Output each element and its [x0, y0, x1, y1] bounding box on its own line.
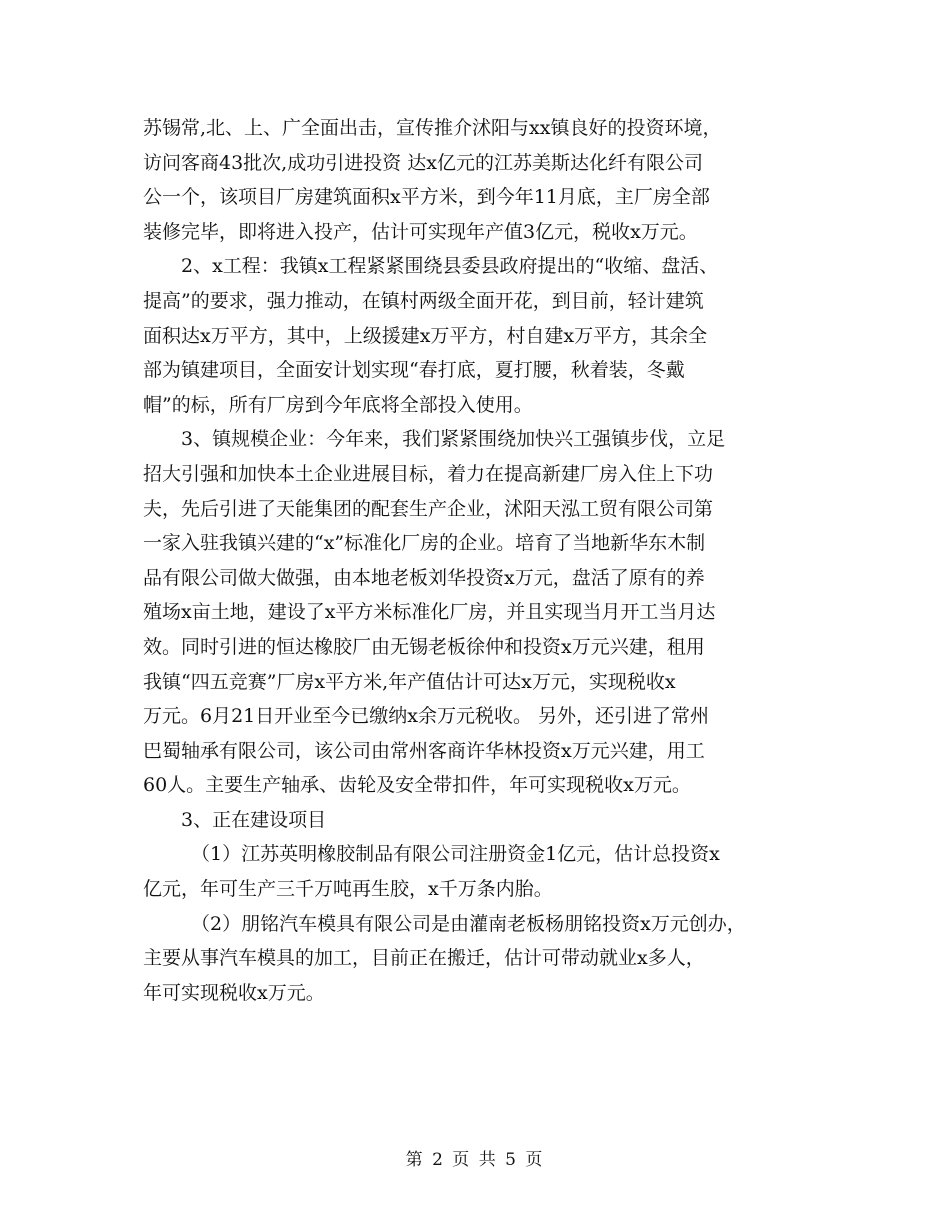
text-line: 提高”的要求，强力推动，在镇村两级全面开花，到目前，轻计建筑: [143, 289, 704, 312]
text-line: 招大引强和加快本土企业进展目标，着力在提高新建厂房入住上下功: [143, 462, 714, 485]
text-line: 我镇“四五竞赛”厂房x平方米,年产值估计可达x万元，实现税收x: [143, 670, 676, 693]
text-line: 效。同时引进的恒达橡胶厂由无锡老板徐仲和投资x万元兴建，租用: [143, 635, 705, 658]
text-line: 部为镇建项目，全面安计划实现“春打底，夏打腰，秋着装，冬戴: [143, 359, 685, 382]
text-line: 万元。6月21日开业至今已缴纳x余万元税收。 另外，还引进了常州: [143, 705, 710, 728]
text-line: 帽”的标，所有厂房到今年底将全部投入使用。: [143, 393, 533, 416]
text-line: 装修完毕，即将进入投产，估计可实现年产值3亿元，税收x万元。: [143, 220, 698, 243]
paragraph-scale-enterprise-start: 3、镇规模企业：今年来，我们紧紧围绕加快兴工强镇步伐，立足: [181, 428, 726, 451]
text-line: 60人。主要生产轴承、齿轮及安全带扣件，年可实现税收x万元。: [143, 774, 691, 797]
text-line: 夫，先后引进了天能集团的配套生产企业，沭阳天泓工贸有限公司第: [143, 497, 714, 520]
project-item-2-start: （2）朋铭汽车模具有限公司是由灌南老板杨朋铭投资x万元创办，: [191, 912, 746, 935]
text-line: 苏锡常,北、上、广全面出击，宣传推介沭阳与xx镇良好的投资环境，: [143, 117, 722, 139]
paragraph-x-project-start: 2、x工程：我镇x工程紧紧围绕县委县政府提出的“收缩、盘活、: [181, 255, 719, 278]
page-number: 第 2 页 共 5 页: [405, 1150, 545, 1170]
text-line: 品有限公司做大做强，由本地老板刘华投资x万元，盘活了原有的养: [143, 566, 705, 589]
project-item-1-start: （1）江苏英明橡胶制品有限公司注册资金1亿元，估计总投资x: [191, 843, 720, 866]
text-line: 殖场x亩土地，建设了x平方米标准化厂房，并且实现当月开工当月达: [143, 601, 716, 624]
document-body: [143, 111, 833, 1010]
text-line: 年可实现税收x万元。: [143, 981, 325, 1004]
text-line: 主要从事汽车模具的加工，目前正在搬迁，估计可带动就业x多人，: [143, 947, 705, 970]
text-line: 亿元，年可生产三千万吨再生胶，x千万条内胎。: [143, 878, 553, 901]
text-line: 巴蜀轴承有限公司，该公司由常州客商许华林投资x万元兴建，用工: [143, 739, 705, 762]
text-line: 一家入驻我镇兴建的“x”标准化厂房的企业。培育了当地新华东木制: [143, 532, 706, 555]
text-line: 公一个，该项目厂房建筑面积x平方米，到今年11月底，主厂房全部: [143, 186, 710, 209]
text-line: 访问客商43批次,成功引进投资 达x亿元的江苏美斯达化纤有限公司: [143, 151, 703, 174]
text-line: 面积达x万平方，其中，上级援建x万平方，村自建x万平方，其余全: [143, 324, 708, 347]
section-heading: 3、正在建设项目: [181, 808, 327, 831]
